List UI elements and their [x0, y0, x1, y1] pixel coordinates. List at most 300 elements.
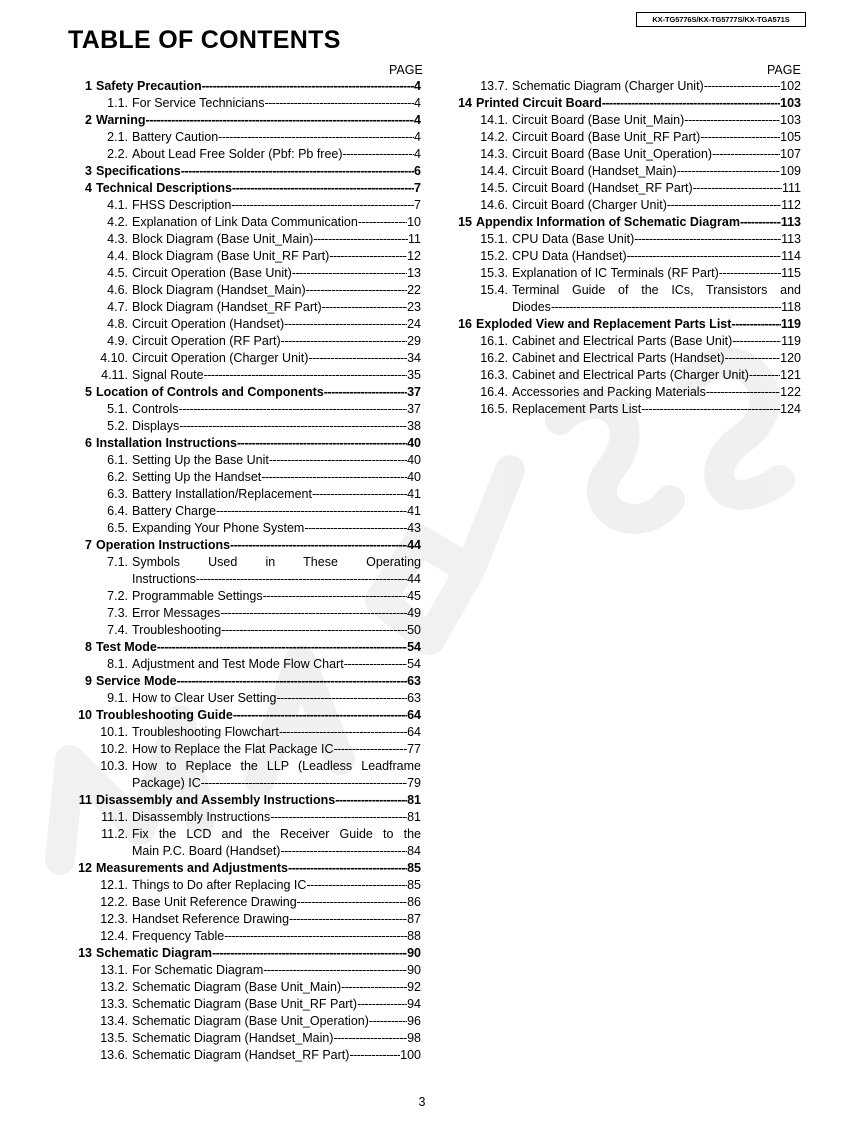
toc-section-entry[interactable] — [0, 435, 422, 452]
toc-subsection-entry[interactable] — [0, 1047, 422, 1064]
toc-text: CPU Data (Base Unit) — [512, 232, 635, 246]
toc-page-number: 87 — [407, 912, 421, 926]
toc-page-number: 24 — [407, 317, 421, 331]
dot-leader — [706, 384, 780, 401]
toc-text: Warning — [96, 113, 146, 127]
toc-page-number: 4 — [414, 113, 421, 127]
toc-number: 13.5. — [100, 1031, 128, 1045]
toc-page-number: 12 — [407, 249, 421, 263]
toc-number: 15 — [458, 215, 472, 229]
dot-leader — [201, 775, 407, 792]
page-column-label-right: PAGE — [767, 63, 801, 77]
toc-number: 4.7. — [107, 300, 128, 314]
toc-number: 8.1. — [107, 657, 128, 671]
dot-leader — [261, 469, 407, 486]
toc-page-number: 92 — [407, 980, 421, 994]
dot-leader — [288, 860, 407, 877]
toc-subsection-entry[interactable] — [0, 656, 422, 673]
toc-text: Cabinet and Electrical Parts (Charger Unit) — [512, 368, 749, 382]
toc-section-entry[interactable] — [0, 316, 802, 333]
toc-subsection-entry[interactable] — [0, 78, 802, 95]
toc-subsection-entry[interactable] — [0, 605, 422, 622]
toc-page-number: 84 — [407, 844, 421, 858]
toc-subsection-entry[interactable] — [0, 554, 422, 571]
toc-page-number: 10 — [407, 215, 421, 229]
dot-leader — [269, 452, 407, 469]
toc-number: 16 — [458, 317, 472, 331]
toc-text: Battery Caution — [132, 130, 219, 144]
toc-page-number: 85 — [407, 861, 421, 875]
toc-page-number: 64 — [407, 708, 421, 722]
toc-entry-continuation[interactable] — [0, 843, 422, 860]
toc-section-entry[interactable] — [0, 792, 422, 809]
dot-leader — [740, 214, 781, 231]
toc-page-number: 13 — [407, 266, 421, 280]
toc-text: Battery Installation/Replacement — [132, 487, 312, 501]
toc-page-number: 124 — [780, 402, 801, 416]
toc-number: 14.1. — [480, 113, 508, 127]
dot-leader — [641, 401, 780, 418]
toc-text: Printed Circuit Board — [476, 96, 602, 110]
dot-leader — [233, 707, 407, 724]
toc-number: 16.1. — [480, 334, 508, 348]
toc-text: For Schematic Diagram — [132, 963, 264, 977]
toc-page-number: 103 — [780, 96, 801, 110]
toc-page-number: 41 — [407, 504, 421, 518]
toc-page-number: 90 — [407, 963, 421, 977]
toc-text: Location of Controls and Components — [96, 385, 324, 399]
toc-text: About Lead Free Solder (Pbf: Pb free) — [132, 147, 343, 161]
toc-number: 4 — [85, 181, 92, 195]
dot-leader — [349, 1047, 400, 1064]
dot-leader — [684, 112, 780, 129]
toc-text: Appendix Information of Schematic Diagram — [476, 215, 740, 229]
toc-number: 6.5. — [107, 521, 128, 535]
toc-number: 12.1. — [100, 878, 128, 892]
toc-text: Controls — [132, 402, 179, 416]
dot-leader — [306, 877, 407, 894]
dot-leader — [627, 248, 781, 265]
dot-leader — [297, 894, 407, 911]
dot-leader — [693, 180, 782, 197]
dot-leader — [224, 928, 407, 945]
toc-page-number: 105 — [780, 130, 801, 144]
toc-page-number: 63 — [407, 691, 421, 705]
toc-page-number: 44 — [407, 538, 421, 552]
toc-number: 5 — [85, 385, 92, 399]
toc-subsection-entry[interactable] — [0, 180, 802, 197]
toc-subsection-entry[interactable] — [0, 911, 422, 928]
toc-text: Circuit Board (Charger Unit) — [512, 198, 667, 212]
dot-leader — [280, 843, 407, 860]
toc-subsection-entry[interactable] — [0, 486, 422, 503]
toc-number: 12 — [78, 861, 92, 875]
toc-page-number: 81 — [407, 810, 421, 824]
dot-leader — [157, 639, 407, 656]
dot-leader — [179, 418, 407, 435]
toc-number: 12.4. — [100, 929, 128, 943]
toc-number: 4.11. — [101, 368, 128, 382]
dot-leader — [704, 78, 780, 95]
dot-leader — [304, 520, 407, 537]
toc-text: Things to Do after Replacing IC — [132, 878, 307, 892]
toc-number: 10.1. — [100, 725, 128, 739]
toc-page-number: 122 — [780, 385, 801, 399]
dot-leader — [230, 537, 407, 554]
toc-page-number: 81 — [407, 793, 421, 807]
toc-page-number: 86 — [407, 895, 421, 909]
toc-page-number: 111 — [781, 181, 801, 195]
toc-text: How to Clear User Setting — [132, 691, 277, 705]
toc-number: 4.9. — [107, 334, 128, 348]
toc-subsection-entry[interactable] — [0, 622, 422, 639]
toc-subsection-entry[interactable] — [0, 826, 422, 843]
toc-number: 5.2. — [107, 419, 128, 433]
dot-leader — [602, 95, 780, 112]
toc-subsection-entry[interactable] — [0, 928, 422, 945]
dot-leader — [220, 605, 407, 622]
toc-page-number: 77 — [407, 742, 421, 756]
toc-page-number: 41 — [407, 487, 421, 501]
toc-text: Circuit Operation (Charger Unit) — [132, 351, 309, 365]
toc-page-number: 79 — [407, 776, 421, 790]
toc-page-number: 90 — [407, 946, 421, 960]
toc-subsection-entry[interactable] — [0, 979, 422, 996]
dot-leader — [216, 503, 407, 520]
toc-number: 4.5. — [107, 266, 128, 280]
toc-number: 9.1. — [107, 691, 128, 705]
toc-number: 13 — [78, 946, 92, 960]
toc-page-number: 37 — [407, 402, 421, 416]
toc-page-number: 6 — [414, 164, 421, 178]
toc-subsection-entry[interactable] — [0, 758, 422, 775]
toc-subsection-entry[interactable] — [0, 1013, 422, 1030]
toc-text: Expanding Your Phone System — [132, 521, 305, 535]
toc-page-number: 109 — [780, 164, 801, 178]
toc-number: 7.2. — [107, 589, 128, 603]
toc-subsection-entry[interactable] — [0, 418, 422, 435]
toc-text: Installation Instructions — [96, 436, 237, 450]
toc-page-number: 119 — [780, 317, 801, 331]
dot-leader — [731, 316, 780, 333]
toc-text-continued: Instructions — [132, 572, 196, 586]
toc-number: 9 — [85, 674, 92, 688]
toc-subsection-entry[interactable] — [0, 146, 802, 163]
toc-number: 4.4. — [107, 249, 128, 263]
toc-subsection-entry[interactable] — [0, 367, 802, 384]
toc-text: Schematic Diagram (Base Unit_Operation) — [132, 1014, 369, 1028]
toc-text-continued: Diodes — [512, 300, 551, 314]
toc-text: How to Replace the Flat Package IC — [132, 742, 334, 756]
toc-page-number: 40 — [407, 453, 421, 467]
toc-text: Schematic Diagram (Charger Unit) — [512, 79, 704, 93]
toc-text: Safety Precaution — [96, 79, 202, 93]
dot-leader — [263, 588, 407, 605]
toc-number: 6 — [85, 436, 92, 450]
toc-text: Block Diagram (Handset_RF Part) — [132, 300, 322, 314]
toc-number: 4.8. — [107, 317, 128, 331]
toc-subsection-entry[interactable] — [0, 401, 802, 418]
toc-section-entry[interactable] — [0, 214, 802, 231]
toc-number: 2.2. — [107, 147, 128, 161]
toc-text: Disassembly Instructions — [132, 810, 271, 824]
toc-text: Displays — [132, 419, 180, 433]
dot-leader — [732, 333, 781, 350]
toc-text: Schematic Diagram — [96, 946, 213, 960]
toc-subsection-entry[interactable] — [0, 384, 802, 401]
toc-page-number: 120 — [780, 351, 801, 365]
toc-page-number: 113 — [780, 215, 801, 229]
toc-page-number: 40 — [407, 470, 421, 484]
toc-text: Error Messages — [132, 606, 221, 620]
toc-page-number: 107 — [780, 147, 801, 161]
toc-page-number: 88 — [407, 929, 421, 943]
toc-number: 16.2. — [480, 351, 508, 365]
toc-page-number: 96 — [407, 1014, 421, 1028]
toc-text: Base Unit Reference Drawing — [132, 895, 297, 909]
toc-text-continued: Package) IC — [132, 776, 201, 790]
toc-number: 4.6. — [107, 283, 128, 297]
toc-page-number: 121 — [780, 368, 801, 382]
toc-column-right — [0, 78, 802, 418]
toc-entry-continuation[interactable] — [0, 299, 802, 316]
page-number: 3 — [418, 1095, 426, 1109]
toc-text: Circuit Operation (Handset) — [132, 317, 285, 331]
toc-text: Exploded View and Replacement Parts List — [476, 317, 732, 331]
toc-subsection-entry[interactable] — [0, 197, 802, 214]
toc-text: Circuit Board (Handset_Main) — [512, 164, 677, 178]
toc-number: 13.3. — [100, 997, 128, 1011]
toc-page-number: 45 — [407, 589, 421, 603]
toc-number: 6.1. — [107, 453, 128, 467]
toc-page-number: 11 — [408, 232, 421, 246]
toc-number: 14.6. — [480, 198, 508, 212]
dot-leader — [357, 996, 407, 1013]
toc-number: 1 — [85, 79, 92, 93]
dot-leader — [177, 673, 408, 690]
toc-text: Schematic Diagram (Handset_Main) — [132, 1031, 334, 1045]
toc-page-number: 29 — [407, 334, 421, 348]
toc-text: Troubleshooting Guide — [96, 708, 233, 722]
toc-number: 6.3. — [107, 487, 128, 501]
toc-page-number: 49 — [407, 606, 421, 620]
dot-leader — [221, 622, 407, 639]
toc-text: Cabinet and Electrical Parts (Handset) — [512, 351, 725, 365]
toc-number: 5.1. — [107, 402, 128, 416]
dot-leader — [312, 486, 407, 503]
toc-number: 14.5. — [480, 181, 508, 195]
toc-number: 7 — [85, 538, 92, 552]
toc-number: 11.2. — [101, 827, 128, 841]
toc-text: Signal Route — [132, 368, 204, 382]
toc-subsection-entry[interactable] — [0, 520, 422, 537]
dot-leader — [749, 367, 780, 384]
toc-subsection-entry[interactable] — [0, 724, 422, 741]
toc-text: Measurements and Adjustments — [96, 861, 288, 875]
toc-subsection-entry[interactable] — [0, 231, 802, 248]
toc-page-number: 7 — [414, 181, 421, 195]
toc-page-number: 64 — [407, 725, 421, 739]
dot-leader — [212, 945, 407, 962]
toc-page-number: 22 — [407, 283, 421, 297]
toc-page-number: 34 — [407, 351, 421, 365]
toc-text-continued: Main P.C. Board (Handset) — [132, 844, 281, 858]
toc-subsection-entry[interactable] — [0, 163, 802, 180]
dot-leader — [279, 724, 407, 741]
dot-leader — [263, 962, 407, 979]
toc-subsection-entry[interactable] — [0, 282, 802, 299]
dot-leader — [277, 690, 408, 707]
toc-page-number: 54 — [407, 640, 421, 654]
toc-text: Circuit Board (Handset_RF Part) — [512, 181, 693, 195]
dot-leader — [700, 129, 780, 146]
toc-page-number: 38 — [407, 419, 421, 433]
dot-leader — [369, 1013, 407, 1030]
toc-text: Setting Up the Base Unit — [132, 453, 269, 467]
toc-page-number: 54 — [407, 657, 421, 671]
toc-page-number: 115 — [781, 266, 801, 280]
toc-section-entry[interactable] — [0, 860, 422, 877]
toc-subsection-entry[interactable] — [0, 469, 422, 486]
toc-number: 15.4. — [480, 283, 508, 297]
toc-text: Block Diagram (Handset_Main) — [132, 283, 306, 297]
dot-leader — [551, 299, 781, 316]
toc-page-number: 114 — [781, 249, 801, 263]
toc-subsection-entry[interactable] — [0, 452, 422, 469]
toc-page-number: 102 — [780, 79, 801, 93]
toc-page-number: 4 — [414, 79, 421, 93]
dot-leader — [341, 979, 407, 996]
toc-subsection-entry[interactable] — [0, 877, 422, 894]
toc-number: 11.1. — [101, 810, 128, 824]
toc-text: Disassembly and Assembly Instructions — [96, 793, 336, 807]
toc-page-number: 4 — [414, 96, 421, 110]
toc-section-entry[interactable] — [0, 639, 422, 656]
toc-number: 2.1. — [107, 130, 128, 144]
toc-number: 7.4. — [107, 623, 128, 637]
toc-subsection-entry[interactable] — [0, 265, 802, 282]
toc-text: Service Mode — [96, 674, 177, 688]
toc-subsection-entry[interactable] — [0, 588, 422, 605]
toc-page-number: 50 — [407, 623, 421, 637]
toc-number: 7.3. — [107, 606, 128, 620]
toc-page-number: 63 — [407, 674, 421, 688]
toc-page-number: 118 — [781, 300, 801, 314]
toc-subsection-entry[interactable] — [0, 690, 422, 707]
toc-subsection-entry[interactable] — [0, 112, 802, 129]
dot-leader — [719, 265, 781, 282]
toc-page-number: 23 — [407, 300, 421, 314]
toc-number: 6.2. — [107, 470, 128, 484]
toc-page-number: 98 — [407, 1031, 421, 1045]
toc-page-number: 85 — [407, 878, 421, 892]
toc-page-number: 43 — [407, 521, 421, 535]
toc-section-entry[interactable] — [0, 673, 422, 690]
toc-number: 4.2. — [107, 215, 128, 229]
toc-number: 8 — [85, 640, 92, 654]
dot-leader — [712, 146, 780, 163]
toc-subsection-entry[interactable] — [0, 809, 422, 826]
toc-text: Troubleshooting Flowchart — [132, 725, 279, 739]
dot-leader — [667, 197, 781, 214]
toc-number: 2 — [85, 113, 92, 127]
toc-subsection-entry[interactable] — [0, 894, 422, 911]
toc-subsection-entry[interactable] — [0, 350, 802, 367]
toc-text: Technical Descriptions — [96, 181, 232, 195]
toc-entry-continuation[interactable] — [0, 775, 422, 792]
toc-page-number: 103 — [780, 113, 801, 127]
toc-text: Troubleshooting — [132, 623, 222, 637]
toc-text: For Service Technicians — [132, 96, 265, 110]
toc-number: 13.4. — [100, 1014, 128, 1028]
toc-number: 10.3. — [100, 759, 128, 773]
toc-text: Programmable Settings — [132, 589, 263, 603]
toc-page-number: 112 — [781, 198, 801, 212]
toc-text: Circuit Operation (Base Unit) — [132, 266, 292, 280]
page-title: TABLE OF CONTENTS — [68, 26, 341, 54]
toc-subsection-entry[interactable] — [0, 996, 422, 1013]
toc-text: FHSS Description — [132, 198, 232, 212]
toc-page-number: 35 — [407, 368, 421, 382]
toc-text: Explanation of Link Data Communication — [132, 215, 358, 229]
toc-number: 13.1. — [100, 963, 128, 977]
toc-number: 11 — [78, 793, 92, 807]
dot-leader — [333, 1030, 407, 1047]
toc-subsection-entry[interactable] — [0, 741, 422, 758]
toc-text: Block Diagram (Base Unit_Main) — [132, 232, 314, 246]
toc-number: 13.7. — [480, 79, 508, 93]
toc-text: CPU Data (Handset) — [512, 249, 627, 263]
toc-number: 10.2. — [100, 742, 128, 756]
toc-page-number: 37 — [407, 385, 421, 399]
dot-leader — [677, 163, 780, 180]
toc-section-entry[interactable] — [0, 95, 802, 112]
page-column-label-left: PAGE — [389, 63, 423, 77]
toc-text: Frequency Table — [132, 929, 225, 943]
toc-number: 4.3. — [107, 232, 128, 246]
dot-leader — [725, 350, 781, 367]
toc-subsection-entry[interactable] — [0, 248, 802, 265]
toc-text: Battery Charge — [132, 504, 217, 518]
toc-text: Terminal Guide of the ICs, Transistors and — [512, 283, 801, 297]
toc-number: 4.1. — [107, 198, 128, 212]
toc-entry-continuation[interactable] — [0, 571, 422, 588]
toc-number: 15.1. — [480, 232, 508, 246]
toc-subsection-entry[interactable] — [0, 333, 802, 350]
toc-number: 13.2. — [100, 980, 128, 994]
toc-subsection-entry[interactable] — [0, 503, 422, 520]
toc-text: Block Diagram (Base Unit_RF Part) — [132, 249, 330, 263]
toc-section-entry[interactable] — [0, 945, 422, 962]
toc-number: 6.4. — [107, 504, 128, 518]
toc-number: 4.10. — [100, 351, 128, 365]
toc-text: Explanation of IC Terminals (RF Part) — [512, 266, 719, 280]
toc-number: 13.6. — [100, 1048, 128, 1062]
toc-text: How to Replace the LLP (Leadless Leadframe — [132, 759, 421, 773]
toc-subsection-entry[interactable] — [0, 129, 802, 146]
toc-text: Adjustment and Test Mode Flow Chart — [132, 657, 344, 671]
toc-number: 14 — [458, 96, 472, 110]
toc-subsection-entry[interactable] — [0, 962, 422, 979]
toc-number: 14.2. — [480, 130, 508, 144]
toc-section-entry[interactable] — [0, 707, 422, 724]
toc-subsection-entry[interactable] — [0, 1030, 422, 1047]
toc-section-entry[interactable] — [0, 537, 422, 554]
toc-text: Accessories and Packing Materials — [512, 385, 706, 399]
toc-number: 15.2. — [480, 249, 508, 263]
toc-text: Specifications — [96, 164, 181, 178]
toc-text: Setting Up the Handset — [132, 470, 262, 484]
